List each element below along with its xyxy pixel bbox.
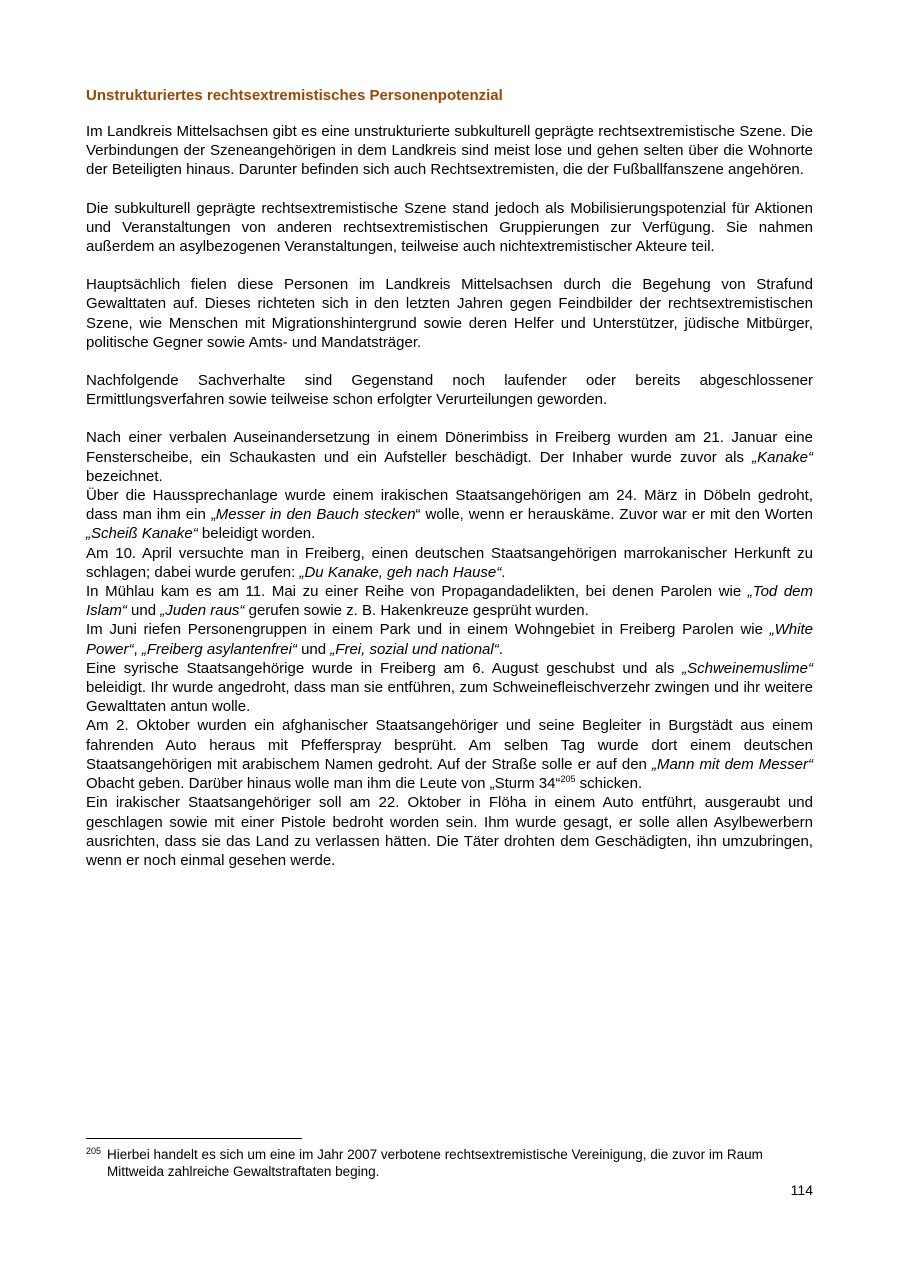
paragraph-proceedings: Nachfolgende Sachverhalte sind Gegenstand noch laufender oder bereits abgeschlossener Ermittlungsverfahren sowie teilweise schon erfolgter Verurteilungen geworden. <box>86 372 813 409</box>
footnote-reference: 205 <box>560 774 576 785</box>
incident-freiberg-august: Eine syrische Staatsangehörige wurde in Freiberg am 6. August geschubst und als „Schweinemuslime“ beleidigt. Ihr wurde angedroht, dass man sie entführen, zum Schweinefleischverzehr zwingen und ihr weitere Gewalttaten antun wolle. <box>86 659 813 716</box>
footnote-separator <box>86 1138 302 1139</box>
incident-burgstaedt-october: Am 2. Oktober wurden ein afghanischer Staatsangehöriger und seine Begleiter in Burgstädt aus einem fahrenden Auto heraus mit Pfefferspray besprüht. Am selben Tag wurde dort einem deutschen Staatsangehörigen mit arabischem Namen gedroht. Auf der Straße solle er auf den „Mann mit dem Messer“ Obacht geben. Darüber hinaus wolle man ihm die Leute von „Sturm 34“$^{205}$ schicken. <box>86 717 813 793</box>
page-number: 114 <box>790 1182 813 1198</box>
paragraph-offences: Hauptsächlich fielen diese Personen im Landkreis Mittelsachsen durch die Begehung von Strafund Gewalttaten auf. Dieses richteten sich in den letzten Jahren gegen Feindbilder der rechtsextremistischen Szene, wie Menschen mit Migrationshintergrund sowie deren Helfer und Unterstützer, jüdische Mitbürger, politische Gegner sowie Amts- und Mandatsträger. <box>86 276 813 351</box>
incident-muehlau-may: In Mühlau kam es am 11. Mai zu einer Reihe von Propagandadelikten, bei denen Parolen wie „Tod dem Islam“ und „Juden raus“ gerufen sowie z. B. Hakenkreuze gesprüht wurden. <box>86 583 814 620</box>
document-page <box>86 86 813 870</box>
incident-freiberg-january: Nach einer verbalen Auseinandersetzung in einem Dönerimbiss in Freiberg wurden am 21. Januar eine Fensterscheibe, ein Schaukasten und ein Aufsteller beschädigt. Der Inhaber wurde zuvor als „Kanake“ bezeichnet. <box>86 429 813 485</box>
section-heading: Unstrukturiertes rechtsextremistisches Personenpotenzial <box>86 87 503 104</box>
footnote-number: 205 <box>86 1146 102 1156</box>
incident-floeha-october: Ein irakischer Staatsangehöriger soll am 22. Oktober in Flöha in einem Auto entführt, ausgeraubt und geschlagen sowie mit einer Pistole bedroht worden sein. Ihm wurde gesagt, er solle allen Asylbewerbern ausrichten, dass sie das Land zu verlassen hätten. Die Täter drohten dem Geschädigten, ihn umzubringen, wenn er noch einmal gesehen werde. <box>86 794 813 869</box>
incident-freiberg-june: Im Juni riefen Personengruppen in einem Park und in einem Wohngebiet in Freiberg Parolen wie „White Power“, „Freiberg asylantenfrei“ und „Frei, sozial und national“. <box>86 621 813 658</box>
footnote-text: Hierbei handelt es sich um eine im Jahr 2007 verbotene rechtsextremistische Vereinigung, die zuvor im Raum Mittweida zahlreiche Gewaltstraftaten beging. <box>107 1147 763 1179</box>
paragraph-intro: Im Landkreis Mittelsachsen gibt es eine unstrukturierte subkulturell geprägte rechtsextremistische Szene. Die Verbindungen der Szeneangehörigen in dem Landkreis sind meist lose und gehen selten über die Wohnorte der Beteiligten hinaus. Darunter befinden sich auch Rechtsextremisten, die der Fußballfanszene angehören. <box>86 123 813 179</box>
incident-doebeln-march: Über die Haussprechanlage wurde einem irakischen Staatsangehörigen am 24. März in Döbeln gedroht, dass man ihm ein „Messer in den Bauch stecken“ wolle, wenn er herauskäme. Zuvor war er mit den Worten „Scheiß Kanake“ beleidigt worden. <box>86 487 813 543</box>
incident-freiberg-april: Am 10. April versuchte man in Freiberg, einen deutschen Staatsangehörigen marrokanischer Herkunft zu schlagen; dabei wurde gerufen: „Du Kanake, geh nach Hause“. <box>86 544 813 581</box>
paragraph-mobilisation: Die subkulturell geprägte rechtsextremistische Szene stand jedoch als Mobilisierungspotenzial für Aktionen und Veranstaltungen von anderen rechtsextremistischen Gruppierungen zur Verfügung. Sie nahmen außerdem an asylbezogenen Veranstaltungen, teilweise auch nichtextremistischer Akteure teil. <box>86 199 813 256</box>
footnote <box>86 1146 813 1180</box>
